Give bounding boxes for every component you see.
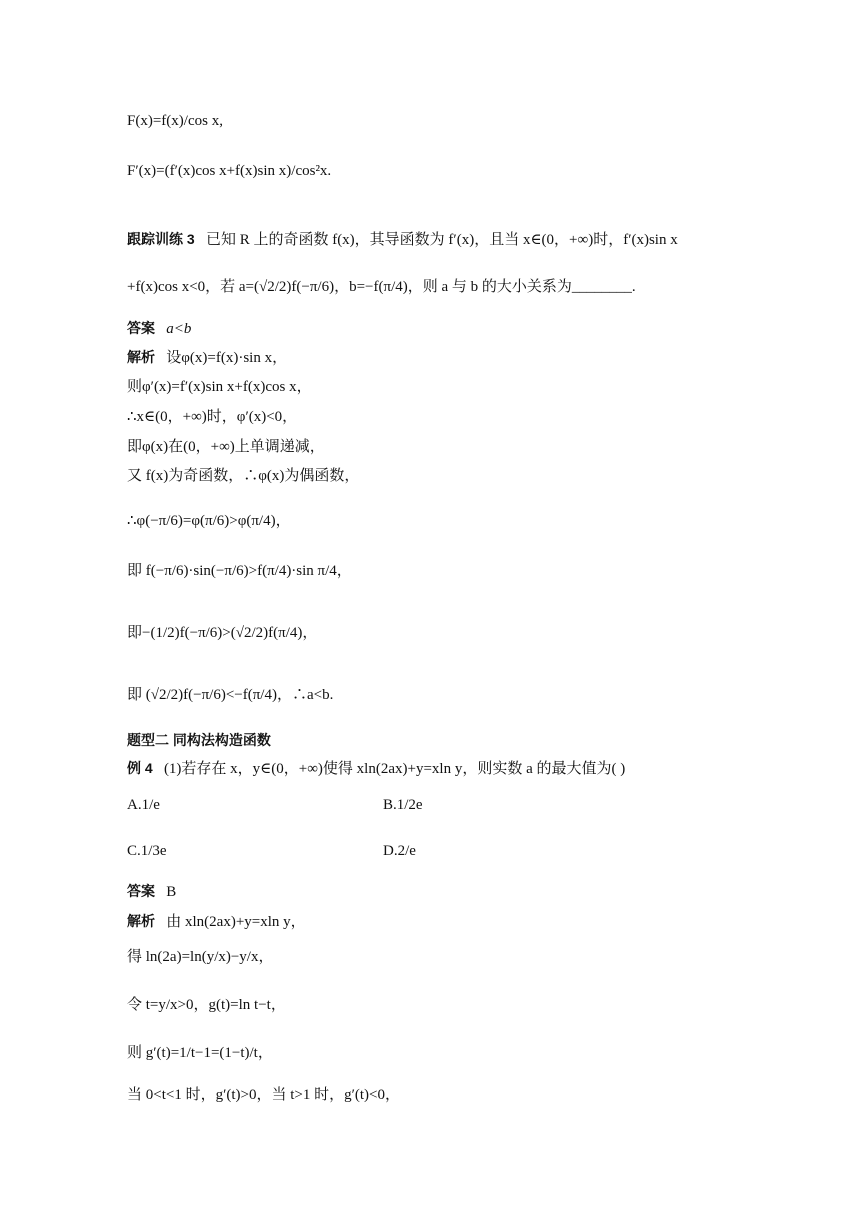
example-label: 例 4 <box>127 760 153 776</box>
exercise-3-text-1: 已知 R 上的奇函数 f(x)，其导函数为 f′(x)，且当 x∈(0，+∞)时，f′(x)sin x <box>205 232 678 248</box>
option-c: C.1/3e <box>127 843 167 859</box>
example-4-analysis <box>127 910 306 933</box>
analysis-step: 即−(1/2)f(−π/6)>(√2/2)f(π/4)， <box>127 625 318 641</box>
exercise-3-title: 跟踪训练 3 <box>127 231 195 247</box>
exercise-3-line-1 <box>127 228 678 251</box>
analysis-step: 则φ′(x)=f′(x)sin x+f(x)cos x， <box>127 379 312 395</box>
derivation-F-prime: F′(x)=(f′(x)cos x+f(x)sin x)/cos²x. <box>127 163 332 179</box>
analysis-step: ∴φ(−π/6)=φ(π/6)>φ(π/4)， <box>127 513 291 529</box>
example-4-answer <box>127 880 176 903</box>
option-a: A.1/e <box>127 797 160 813</box>
answer-value: a<b <box>166 321 192 337</box>
analysis-step: ∴x∈(0，+∞)时，φ′(x)<0， <box>127 409 298 425</box>
exercise-3-line-2: +f(x)cos x<0，若 a=(√2/2)f(−π/6)，b=−f(π/4)，则 a 与 b 的大小关系为________. <box>127 279 636 295</box>
answer-label: 答案 <box>127 883 155 899</box>
option-b: B.1/2e <box>383 797 423 813</box>
analysis-step: 则 g′(t)=1/t−1=(1−t)/t， <box>127 1045 273 1061</box>
derivation-F: F(x)=f(x)/cos x, <box>127 113 223 129</box>
analysis-step: 又 f(x)为奇函数，∴φ(x)为偶函数， <box>127 468 360 484</box>
analysis-step: 即φ(x)在(0，+∞)上单调递减， <box>127 439 325 455</box>
analysis-step: 由 xln(2ax)+y=xln y， <box>166 914 306 930</box>
example-4-question <box>127 757 625 780</box>
answer-label: 答案 <box>127 320 155 336</box>
analysis-step: 即 f(−π/6)·sin(−π/6)>f(π/4)·sin π/4， <box>127 563 352 579</box>
exercise-3-analysis <box>127 346 287 369</box>
analysis-step: 得 ln(2a)=ln(y/x)−y/x， <box>127 949 274 965</box>
answer-value: B <box>166 884 177 900</box>
exercise-3-answer <box>127 317 191 340</box>
analysis-step: 当 0<t<1 时，g′(t)>0，当 t>1 时，g′(t)<0， <box>127 1087 401 1103</box>
analysis-step: 令 t=y/x>0，g(t)=ln t−t， <box>127 997 286 1013</box>
section-title: 题型二 同构法构造函数 <box>127 732 271 748</box>
option-d: D.2/e <box>383 843 416 859</box>
analysis-step: 即 (√2/2)f(−π/6)<−f(π/4)，∴a<b. <box>127 687 334 703</box>
example-question-text: (1)若存在 x，y∈(0，+∞)使得 xln(2ax)+y=xln y，则实数 a 的最大值为( ) <box>163 761 626 777</box>
analysis-label: 解析 <box>127 349 155 365</box>
analysis-step: 设φ(x)=f(x)·sin x， <box>166 350 288 366</box>
analysis-label: 解析 <box>127 913 155 929</box>
